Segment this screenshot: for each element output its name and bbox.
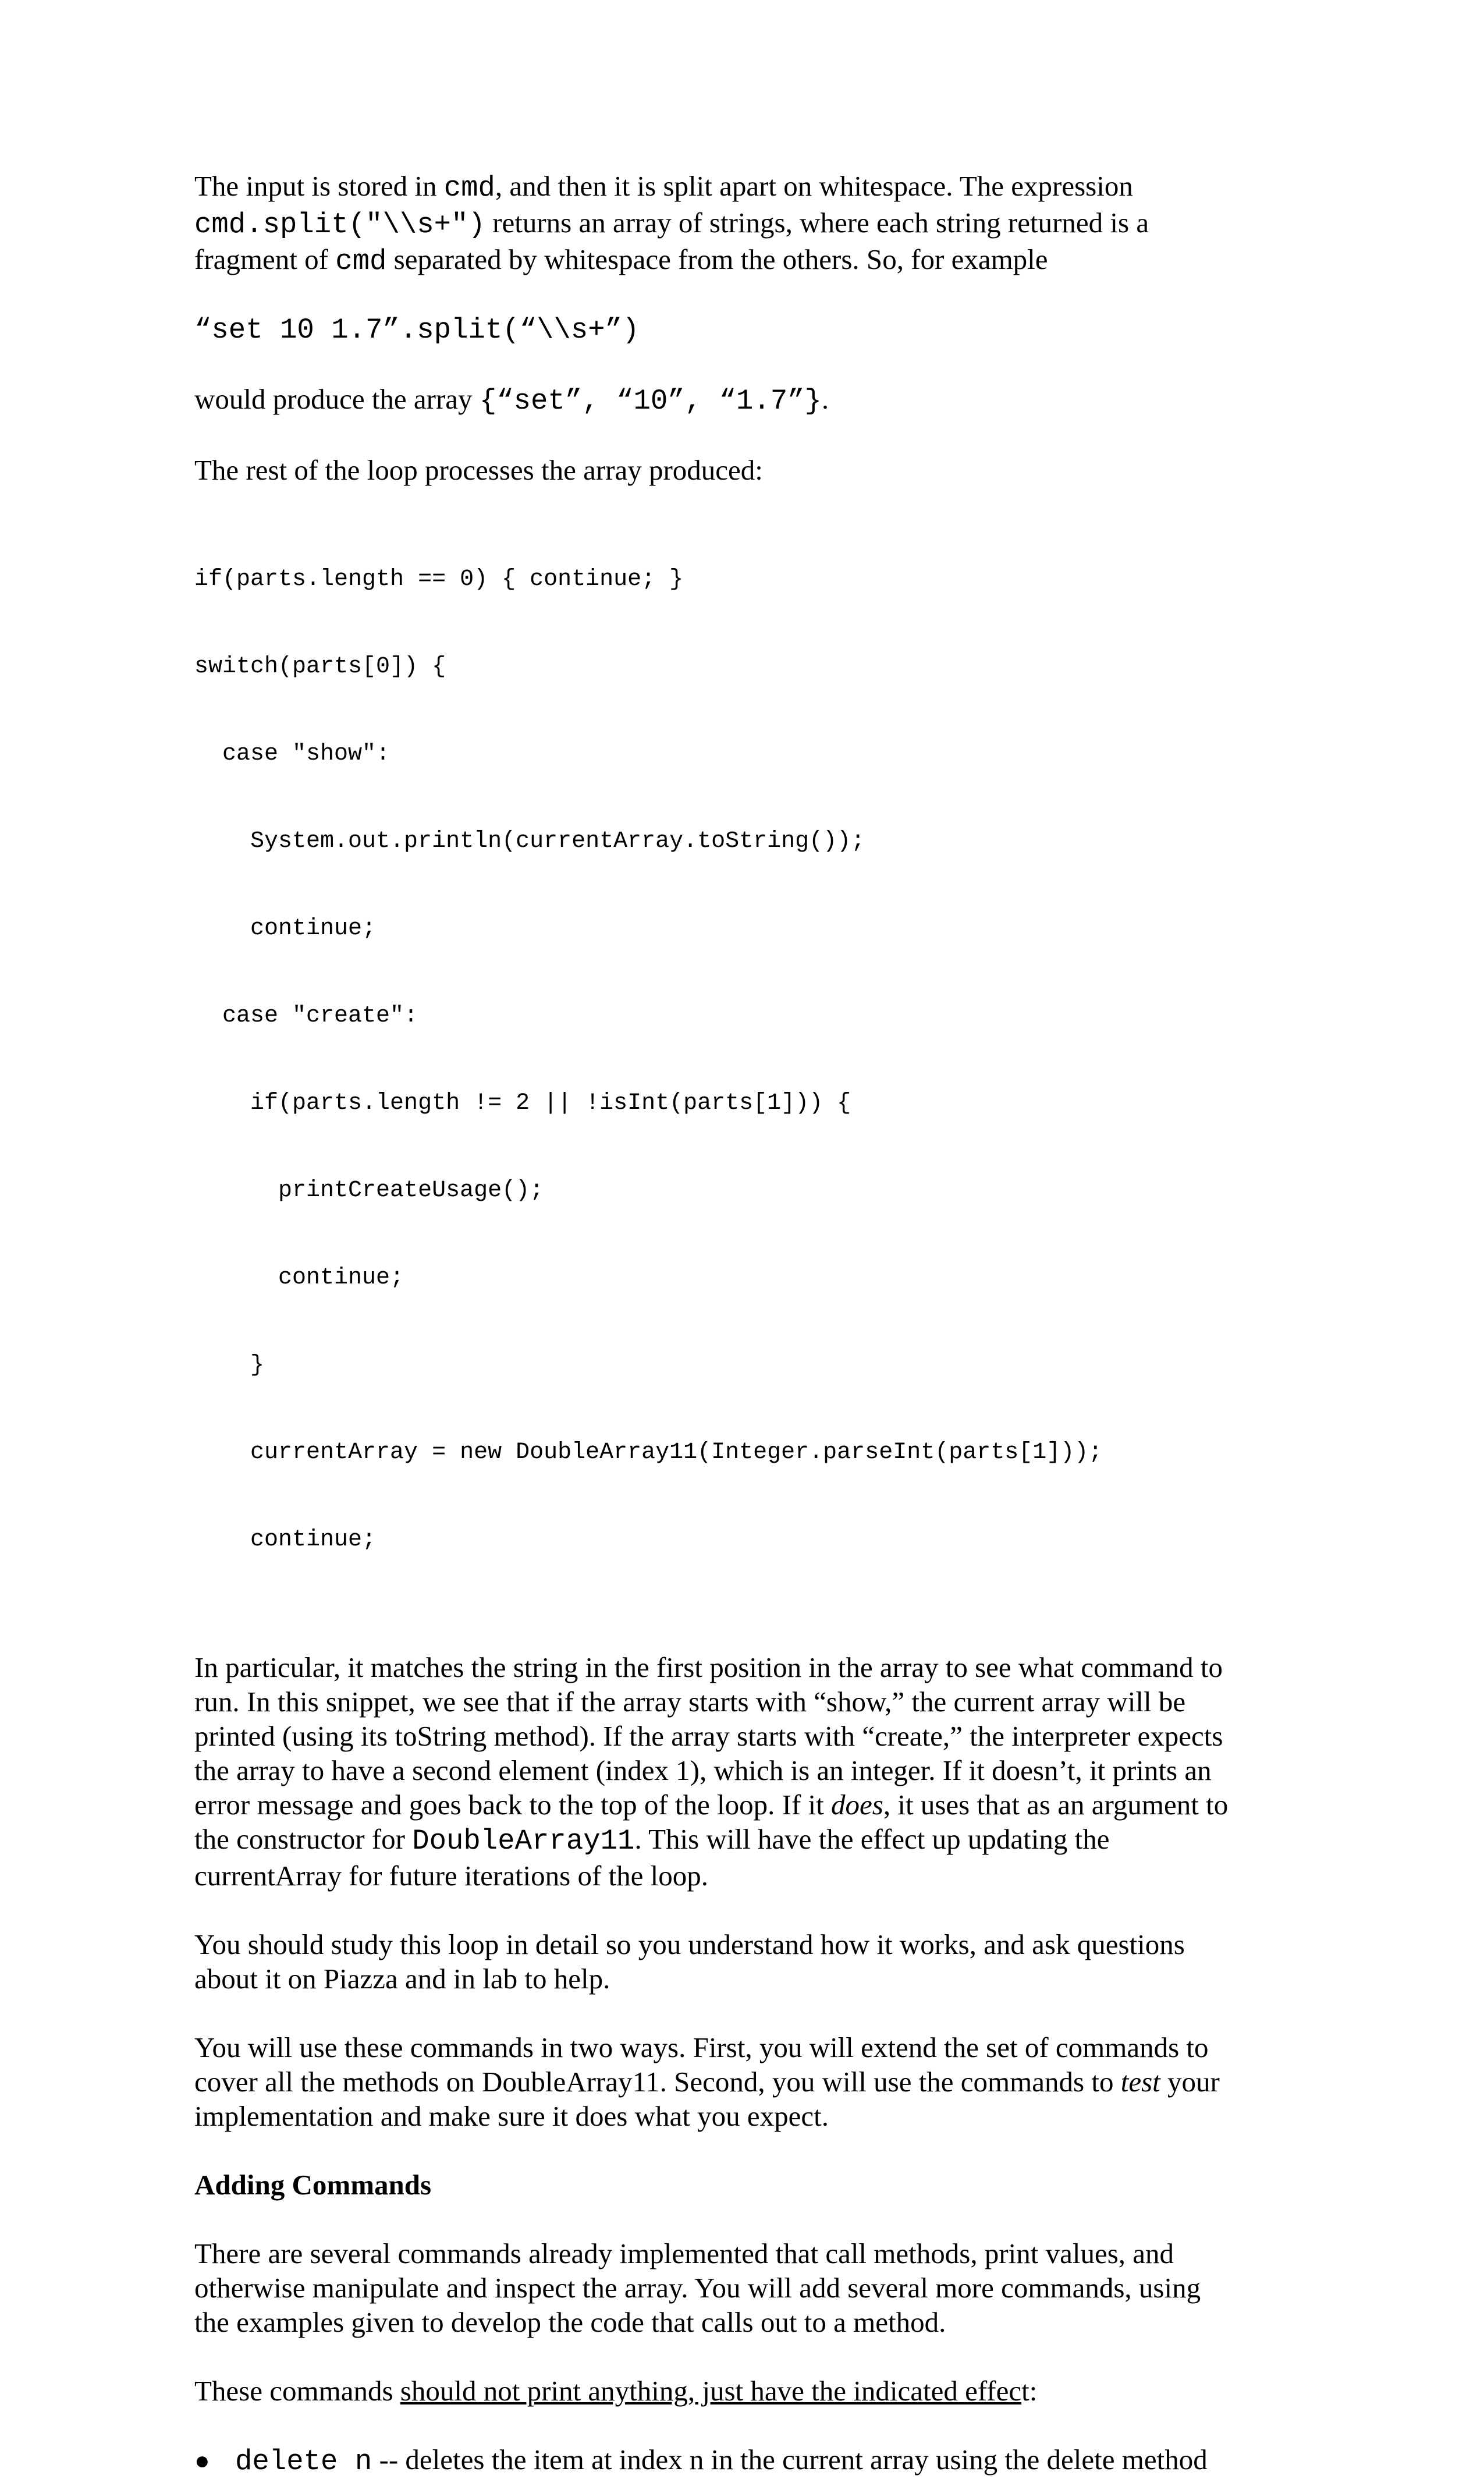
- emphasis: does: [831, 1789, 883, 1821]
- usage-paragraph: [194, 2030, 1288, 2133]
- text: the array to have a second element (index 1), which is an integer. If it doesn’t, it prints an: [194, 1754, 1212, 1786]
- code-line: switch(parts[0]) {: [194, 654, 446, 680]
- text: cover all the methods on DoubleArray11. Second, you will use the commands to: [194, 2066, 1121, 2098]
- code-line: case "show":: [194, 741, 390, 767]
- result-paragraph: [194, 382, 1288, 419]
- text: returns an array of strings, where each string returned is a: [485, 207, 1149, 239]
- text: In particular, it matches the string in the first position in the array to see what command to: [194, 1651, 1223, 1683]
- text: otherwise manipulate and inspect the array. You will add several more commands, using: [194, 2272, 1201, 2304]
- text: .: [821, 383, 829, 415]
- code-inline: delete n: [235, 2445, 372, 2478]
- code-line: continue;: [194, 916, 377, 942]
- text: separated by whitespace from the others. So, for example: [386, 243, 1048, 275]
- no-print-paragraph: [194, 2374, 1288, 2408]
- text: . This will have the effect up updating the: [634, 1823, 1110, 1855]
- text: the examples given to develop the code that calls out to a method.: [194, 2306, 946, 2338]
- text: printed (using its toString method). If the array starts with “create,” the interpreter expects: [194, 1720, 1223, 1752]
- section-heading: Adding Commands: [194, 2169, 432, 2201]
- text: -- deletes the item at index n in the current array using the delete method: [372, 2443, 1208, 2476]
- study-paragraph: [194, 1927, 1288, 1996]
- bullet-icon: ●: [194, 2446, 210, 2475]
- loop-intro-paragraph: The rest of the loop processes the array produced:: [194, 454, 763, 486]
- code-inline: {“set”, “10”, “1.7”}: [479, 385, 822, 417]
- code-line: System.out.println(currentArray.toString());: [194, 828, 865, 854]
- list-item-text: [235, 2442, 1208, 2479]
- code-inline: cmd.split("\\s+"): [194, 208, 485, 241]
- text: , it uses that as an argument to: [883, 1789, 1229, 1821]
- text: currentArray for future iterations of the loop.: [194, 1860, 709, 1892]
- text: There are several commands already implemented that call methods, print values, and: [194, 2237, 1174, 2269]
- commands-paragraph: [194, 2236, 1288, 2339]
- text: about it on Piazza and in lab to help.: [194, 1963, 610, 1995]
- list-item: [194, 2442, 1288, 2479]
- code-line: }: [194, 1352, 265, 1378]
- text: These commands: [194, 2375, 400, 2407]
- code-inline: cmd: [335, 245, 387, 278]
- code-line: continue;: [194, 1527, 377, 1553]
- text: error message and goes back to the top of the loop. If it: [194, 1789, 832, 1821]
- code-block: [194, 507, 1288, 1613]
- text: fragment of: [194, 243, 336, 275]
- code-line: if(parts.length != 2 || !isInt(parts[1])) {: [194, 1090, 851, 1116]
- emphasis: test: [1120, 2066, 1160, 2098]
- text: , and then it is split apart on whitespace. The expression: [495, 170, 1133, 202]
- example-code-line: “set 10 1.7”.split(“\\s+”): [194, 314, 640, 346]
- code-inline: DoubleArray11: [412, 1825, 635, 1857]
- code-line: continue;: [194, 1265, 404, 1291]
- code-inline: cmd: [443, 172, 495, 204]
- text: t:: [1021, 2375, 1038, 2407]
- text: implementation and make sure it does what you expect.: [194, 2100, 829, 2132]
- code-line: currentArray = new DoubleArray11(Integer.parseInt(parts[1]));: [194, 1439, 1103, 1466]
- explanation-paragraph: [194, 1650, 1288, 1893]
- text: run. In this snippet, we see that if the array starts with “show,” the current array will be: [194, 1686, 1186, 1718]
- underlined-text: should not print anything, just have the indicated effec: [400, 2375, 1022, 2407]
- text: You will use these commands in two ways. First, you will extend the set of commands to: [194, 2031, 1209, 2063]
- text: would produce the array: [194, 383, 480, 415]
- intro-paragraph: [194, 169, 1288, 279]
- code-line: case "create":: [194, 1003, 418, 1029]
- text: You should study this loop in detail so you understand how it works, and ask questions: [194, 1928, 1185, 1960]
- document-page: [194, 169, 1288, 2479]
- text: your: [1160, 2066, 1220, 2098]
- text: the constructor for: [194, 1823, 413, 1855]
- code-line: if(parts.length == 0) { continue; }: [194, 566, 684, 593]
- code-line: printCreateUsage();: [194, 1178, 544, 1204]
- text: The input is stored in: [194, 170, 444, 202]
